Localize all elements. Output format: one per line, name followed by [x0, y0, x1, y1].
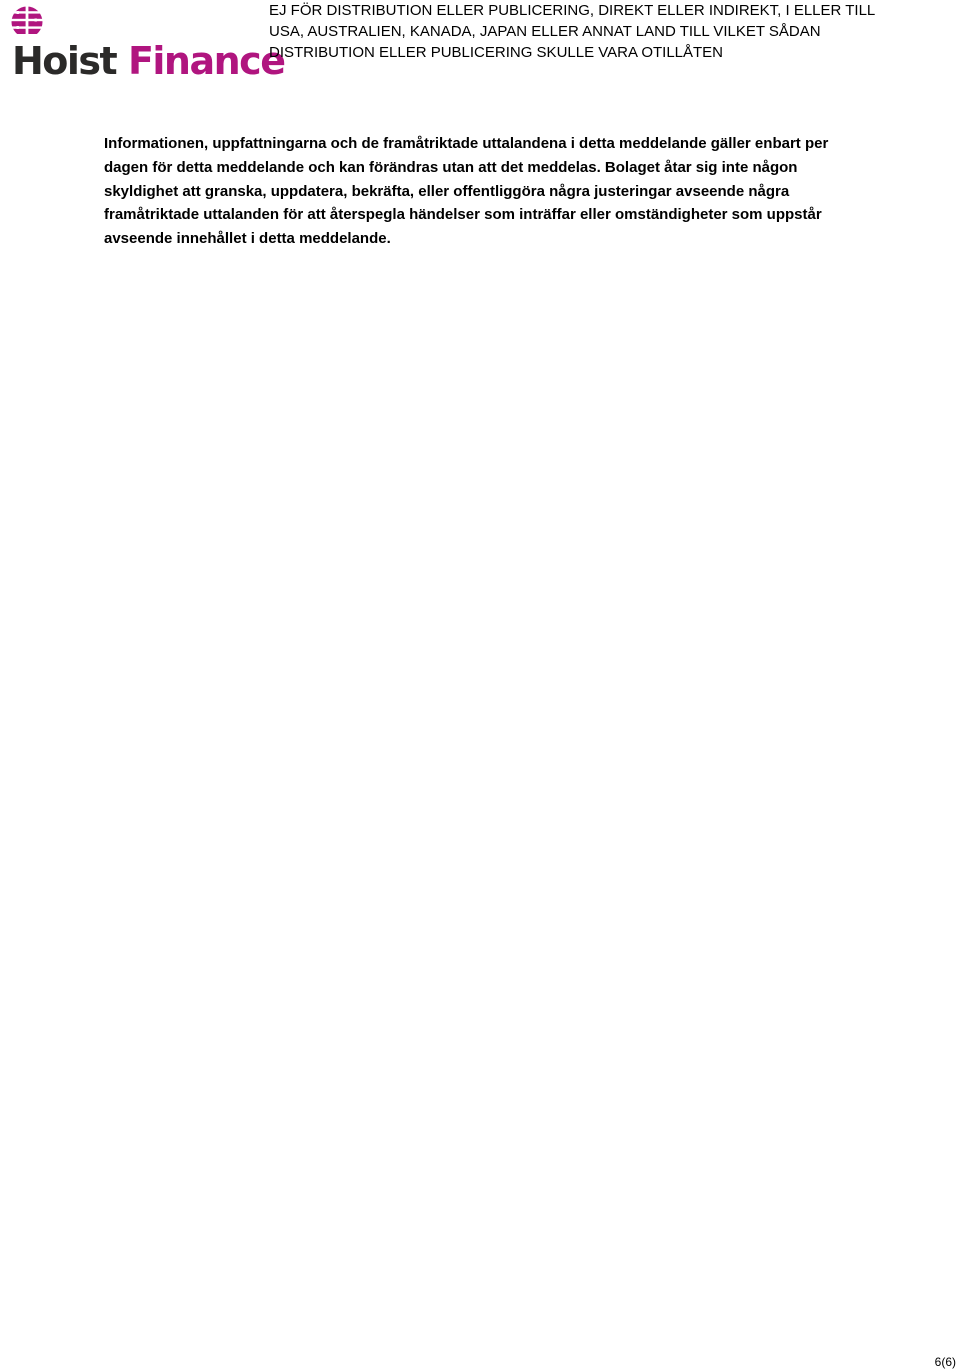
- notice-line: EJ FÖR DISTRIBUTION ELLER PUBLICERING, DIREKT ELLER INDIREKT, I ELLER TILL: [269, 2, 876, 19]
- disclaimer-paragraph: [104, 132, 864, 251]
- logo-word-finance: Finance: [127, 39, 285, 83]
- paragraph-line: framåtriktade uttalanden för att återspegla händelser som inträffar eller omständigheter som uppstår: [104, 206, 822, 224]
- distribution-notice: [269, 0, 909, 63]
- paragraph-line: avseende innehållet i detta meddelande.: [104, 230, 391, 248]
- paragraph-line: Informationen, uppfattningarna och de framåtriktade uttalandena i detta meddelande gäller enbart per: [104, 135, 829, 152]
- notice-line: USA, AUSTRALIEN, KANADA, JAPAN ELLER ANNAT LAND TILL VILKET SÅDAN: [269, 23, 821, 40]
- logo-word-hoist: Hoist: [12, 39, 117, 83]
- paragraph-line: dagen för detta meddelande och kan förändras utan att det meddelas. Bolaget åtar sig inte någon: [104, 158, 798, 176]
- page-number: 6(6): [934, 1355, 956, 1369]
- hoist-globe-icon: [10, 5, 44, 39]
- notice-line: DISTRIBUTION ELLER PUBLICERING SKULLE VARA OTILLÅTEN: [269, 44, 724, 61]
- hoist-finance-logo: [10, 5, 285, 83]
- logo-wordmark: [12, 41, 284, 81]
- paragraph-line: skyldighet att granska, uppdatera, bekräfta, eller offentliggöra några justeringar avseende några: [104, 182, 790, 200]
